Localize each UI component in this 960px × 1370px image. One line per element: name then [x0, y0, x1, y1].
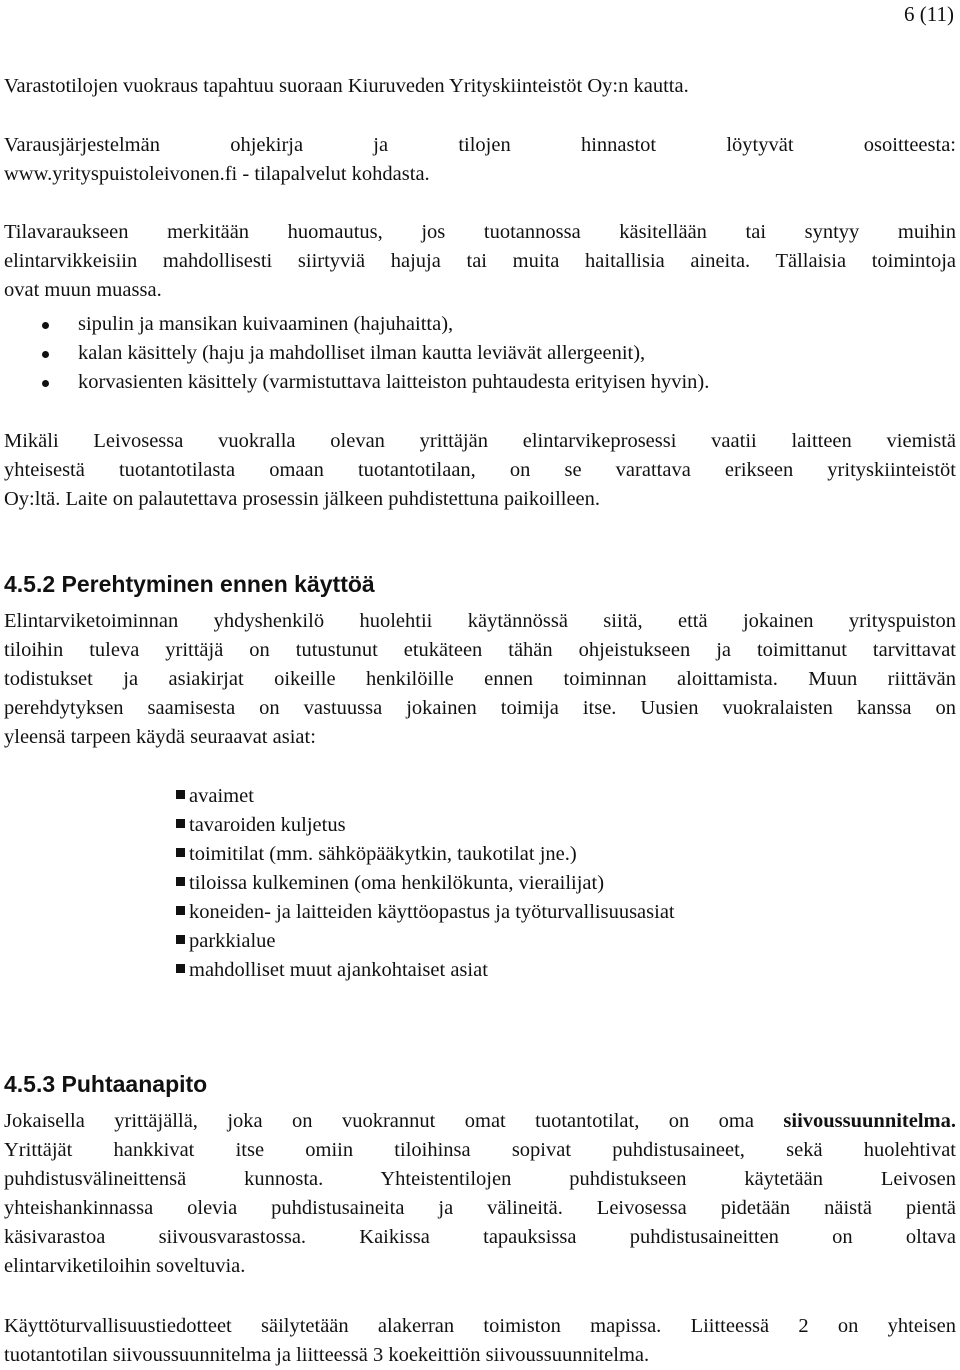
square-bullet-icon: [176, 819, 185, 828]
bullet-list: [4, 310, 956, 397]
square-bullet-icon: [176, 877, 185, 886]
paragraph-cleaning-line: Yrittäjät hankkivat itse omiin tiloihinsa sopivat puhdistusaineet, sekä huolehtivat: [4, 1139, 956, 1161]
paragraph-cleaning-line: Jokaisella yrittäjällä, joka on vuokrannut omat tuotantotilat, on oma siivoussuunnitelma.: [4, 1110, 957, 1132]
paragraph-orientation-line: yleensä tarpeen käydä seuraavat asiat:: [4, 726, 316, 748]
paragraph-safety-line-1: Käyttöturvallisuustiedotteet säilytetään alakerran toimiston mapissa. Liitteessä 2 on yhteisen: [4, 1315, 956, 1337]
square-bullet-icon: [176, 964, 185, 973]
paragraph-safety-line-2: tuotantotilan siivoussuunnitelma ja liitteessä 3 koekeittiön siivoussuunnitelma.: [4, 1344, 650, 1366]
square-bullet-icon: [176, 906, 185, 915]
paragraph-orientation-line: todistukset ja asiakirjat oikeille henkilöille ennen toiminnan aloittamista. Muun riittävän: [4, 668, 956, 690]
section-heading-orientation: 4.5.2 Perehtyminen ennen käyttöä: [4, 571, 375, 597]
paragraph-orientation-line: Elintarviketoiminnan yhdyshenkilö huolehtii käytännössä siitä, että jokainen yrityspuiston: [4, 610, 956, 632]
square-bullet-icon: [176, 790, 185, 799]
paragraph-equipment-line-3: Oy:ltä. Laite on palautettava prosessin jälkeen puhdistettuna paikoilleen.: [4, 488, 601, 510]
paragraph-orientation-line: perehdytyksen saamisesta on vastuussa jokainen toimija itse. Uusien vuokralaisten kanssa on: [4, 697, 956, 719]
paragraph-note-line-1: Tilavaraukseen merkitään huomautus, jos tuotannossa käsitellään tai syntyy muihin: [4, 221, 956, 243]
paragraph-equipment-line-1: Mikäli Leivosessa vuokralla olevan yrittäjän elintarvikeprosessi vaatii laitteen viemistä: [4, 430, 956, 452]
list-item: korvasienten käsittely (varmistuttava laitteiston puhtaudesta erityisen hyvin).: [4, 368, 956, 397]
square-bullet-icon: [176, 848, 185, 857]
paragraph-cleaning-line: yhteishankinnassa olevia puhdistusaineita ja välineitä. Leivosessa pidetään näistä pientä: [4, 1197, 956, 1219]
paragraph-cleaning-line: käsivarastoa siivousvarastossa. Kaikissa tapauksissa puhdistusaineitten on oltava: [4, 1226, 956, 1248]
bullet-icon: [42, 380, 49, 387]
square-bullet-icon: [176, 935, 185, 944]
list-item: sipulin ja mansikan kuivaaminen (hajuhaitta),: [4, 310, 956, 339]
page-number: 6 (11): [904, 2, 954, 26]
paragraph-note-line-3: ovat muun muassa.: [4, 279, 162, 301]
paragraph-booking-line-1: Varausjärjestelmän ohjekirja ja tilojen hinnastot löytyvät osoitteesta:: [4, 134, 956, 156]
paragraph-cleaning-line: puhdistusvälineittensä kunnosta. Yhteistentilojen puhdistukseen käytetään Leivosen: [4, 1168, 956, 1190]
list-item: kalan käsittely (haju ja mahdolliset ilman kautta leviävät allergeenit),: [4, 339, 956, 368]
paragraph-booking-line-2: www.yrityspuistoleivonen.fi - tilapalvelut kohdasta.: [4, 163, 430, 185]
section-heading-cleaning: 4.5.3 Puhtaanapito: [4, 1071, 208, 1097]
paragraph-cleaning-line: elintarviketiloihin soveltuvia.: [4, 1255, 246, 1277]
paragraph-orientation-line: tiloihin tuleva yrittäjä on tutustunut etukäteen tähän ohjeistukseen ja toimittanut tarvittavat: [4, 639, 956, 661]
paragraph-rental: Varastotilojen vuokraus tapahtuu suoraan Kiuruveden Yrityskiinteistöt Oy:n kautta.: [4, 75, 689, 97]
paragraph-equipment-line-2: yhteisestä tuotantotilasta omaan tuotantotilaan, on se varattava erikseen yrityskiinteistöt: [4, 459, 956, 481]
bullet-icon: [42, 322, 49, 329]
bullet-icon: [42, 351, 49, 358]
paragraph-note-line-2: elintarvikkeisiin mahdollisesti siirtyviä hajuja tai muita haitallisia aineita. Tällaisia toimintoja: [4, 250, 956, 272]
